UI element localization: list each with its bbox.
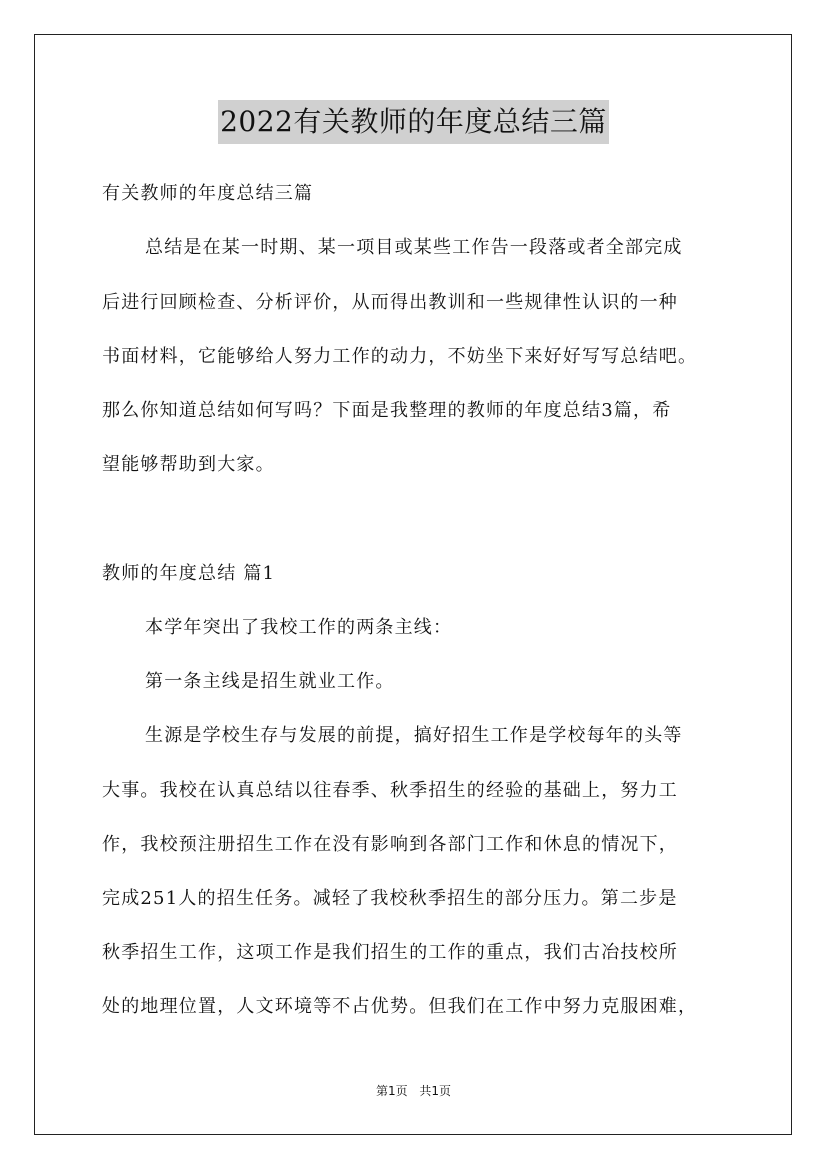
section-heading: 教师的年度总结 篇1 xyxy=(102,563,276,584)
body-line: 大事。我校在认真总结以往春季、秋季招生的经验的基础上，努力工 xyxy=(102,780,678,801)
body-line: 秋季招生工作，这项工作是我们招生的工作的重点，我们古冶技校所 xyxy=(102,942,678,963)
body-line: 完成251人的招生任务。减轻了我校秋季招生的部分压力。第二步是 xyxy=(102,888,678,909)
body-line: 那么你知道总结如何写吗？下面是我整理的教师的年度总结3篇，希 xyxy=(102,400,672,421)
body-line: 作，我校预注册招生工作在没有影响到各部门工作和休息的情况下， xyxy=(102,834,678,855)
page-total: 共1页 xyxy=(419,1084,452,1098)
body-line: 本学年突出了我校工作的两条主线： xyxy=(145,617,453,638)
title-container xyxy=(0,100,827,144)
document-title: 2022有关教师的年度总结三篇 xyxy=(218,100,609,144)
subtitle-line: 有关教师的年度总结三篇 xyxy=(102,183,314,204)
body-line: 处的地理位置，人文环境等不占优势。但我们在工作中努力克服困难， xyxy=(102,996,698,1017)
body-line: 总结是在某一时期、某一项目或某些工作告一段落或者全部完成 xyxy=(145,237,683,258)
body-line: 后进行回顾检查、分析评价，从而得出教训和一些规律性认识的一种 xyxy=(102,292,678,313)
page-number: 第1页 xyxy=(375,1084,408,1098)
body-line: 第一条主线是招生就业工作。 xyxy=(145,671,395,692)
body-line: 书面材料，它能够给人努力工作的动力，不妨坐下来好好写写总结吧。 xyxy=(102,346,698,367)
body-line: 生源是学校生存与发展的前提，搞好招生工作是学校每年的头等 xyxy=(145,725,683,746)
body-line: 望能够帮助到大家。 xyxy=(102,454,275,475)
page-footer xyxy=(0,1083,827,1099)
